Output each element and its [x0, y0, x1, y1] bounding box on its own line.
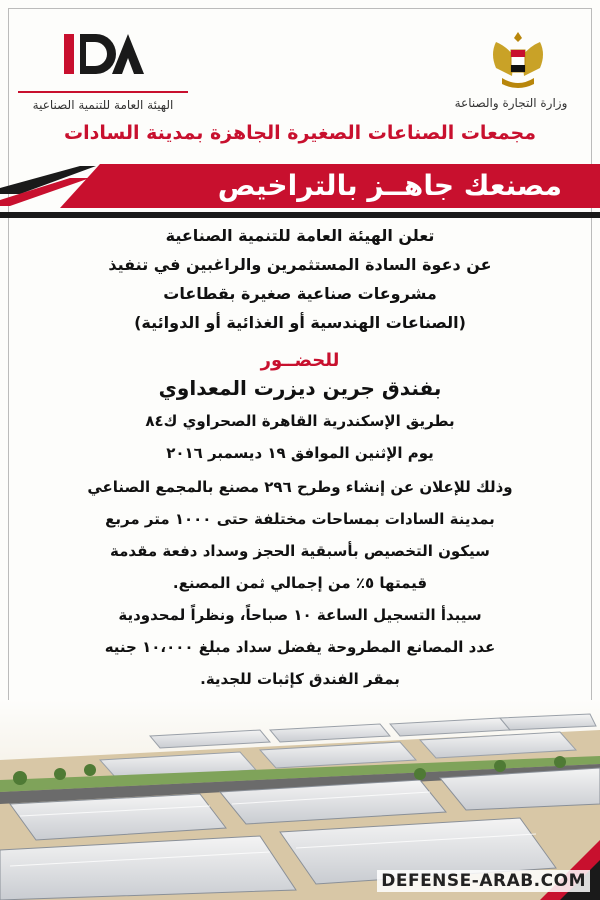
- banner-text: مصنعك جاهــز بالتراخيص: [217, 169, 562, 202]
- intro-line-3: مشروعات صناعية صغيرة بقطاعات: [163, 284, 437, 303]
- ministry-name: وزارة التجارة والصناعة: [454, 96, 568, 110]
- attend-heading: للحضــور: [260, 350, 340, 371]
- detail-line-2: يوم الإثنين الموافق ١٩ ديسمبر ٢٠١٦: [166, 444, 434, 462]
- eagle-emblem-icon: [488, 28, 548, 92]
- intro-line-4: (الصناعات الهندسية أو الغذائية أو الدوائية): [134, 313, 466, 332]
- detail-line-1: بطريق الإسكندرية القاهرة الصحراوي ك٨٤: [145, 412, 455, 430]
- intro-line-2: عن دعوة السادة المستثمرين والراغبين في تنفيذ: [108, 255, 492, 274]
- detail-line-5: سيكون التخصيص بأسبقية الحجز وسداد دفعة مقدمة: [110, 542, 490, 560]
- intro-line-1: تعلن الهيئة العامة للتنمية الصناعية: [165, 226, 435, 245]
- detail-line-3: وذلك للإعلان عن إنشاء وطرح ٢٩٦ مصنع بالمجمع الصناعي: [87, 478, 513, 496]
- hotel-name: بفندق جرين ديزرت المعداوي: [158, 376, 442, 400]
- detail-line-6: قيمتها ٥٪ من إجمالي ثمن المصنع.: [172, 574, 428, 592]
- header: [0, 20, 600, 120]
- detail-line-8: عدد المصانع المطروحة يفضل سداد مبلغ ١٠،٠٠٠ جنيه: [104, 638, 496, 656]
- ida-caption: الهيئة العامة للتنمية الصناعية: [32, 98, 174, 112]
- detail-line-9: بمقر الفندق كإثبات للجدية.: [200, 670, 400, 688]
- page-title: مجمعات الصناعات الصغيرة الجاهزة بمدينة السادات: [64, 122, 536, 144]
- detail-line-7: سيبدأ التسجيل الساعة ١٠ صباحاً، ونظراً لمحدودية: [118, 606, 482, 624]
- watermark-text: DEFENSE-ARAB.COM: [377, 870, 590, 892]
- banner: [0, 160, 600, 222]
- ida-underline: [18, 88, 188, 96]
- detail-line-4: بمدينة السادات بمساحات مختلفة حتى ١٠٠٠ متر مربع: [105, 510, 495, 528]
- ida-logo: [62, 30, 152, 80]
